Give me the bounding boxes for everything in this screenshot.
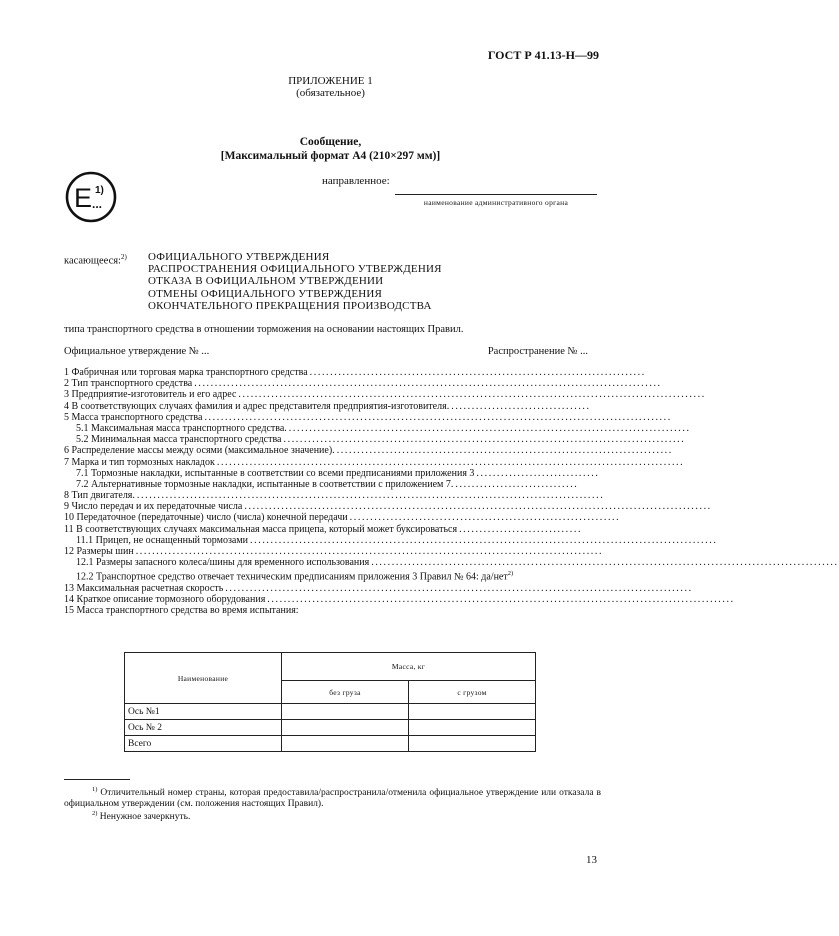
footnote-divider xyxy=(64,779,130,780)
option-refusal: ОТКАЗА В ОФИЦИАЛЬНОМ УТВЕРЖДЕНИИ xyxy=(148,275,384,288)
list-item: 7 Марка и тип тормозных накладок .................................................................................................................. xyxy=(64,456,685,468)
footnote-1: $^{1)}$ Отличительный номер страны, которая предоставила/распространила/отменила официальное утверждение или отказала в официальном утверждении (см. положения настоящих Правил). xyxy=(64,786,601,810)
list-item: 3 Предприятие-изготовитель и его адрес .................................................................................................................. xyxy=(64,389,706,401)
option-withdrawal: ОТМЕНЫ ОФИЦИАЛЬНОГО УТВЕРЖДЕНИЯ xyxy=(148,287,383,300)
row-label: Всего xyxy=(125,736,282,752)
type-line: типа транспортного средства в отношении торможения на основании настоящих Правил. xyxy=(64,324,464,335)
message-title: Сообщение, xyxy=(299,136,362,148)
page-number: 13 xyxy=(586,854,597,866)
appendix-title: ПРИЛОЖЕНИЕ 1 xyxy=(288,75,373,87)
list-item: 10 Передаточное (передаточные) число (числа) конечной передачи .................................................................. xyxy=(64,512,621,524)
list-item: 8 Тип двигателя. .................................................................................................................. xyxy=(64,490,605,502)
item-12-2-sup: 2) xyxy=(507,570,514,578)
list-item: 14 Краткое описание тормозного оборудования .................................................................................................................. xyxy=(64,594,735,606)
authority-caption: наименование административного органа xyxy=(423,198,569,207)
col-unladen-header: без груза xyxy=(282,681,409,704)
authority-line xyxy=(395,194,597,195)
table-row xyxy=(125,704,536,720)
table-row xyxy=(125,736,536,752)
standard-header: ГОСТ Р 41.13-Н—99 xyxy=(487,48,599,62)
list-item: 15 Масса транспортного средства во время испытания: xyxy=(64,605,299,617)
list-item: 11 В соответствующих случаях максимальная масса прицепа, который может буксироваться .............................. xyxy=(64,523,583,535)
list-item: 7.1 Тормозные накладки, испытанные в соответствии со всеми предписаниями приложения 3 .............................. xyxy=(76,467,600,479)
list-item: 5.1 Максимальная масса транспортного средства. .................................................................................................. xyxy=(76,422,691,434)
message-format: [Максимальный формат А4 (210×297 мм)] xyxy=(220,150,441,162)
option-approval: ОФИЦИАЛЬНОГО УТВЕРЖДЕНИЯ xyxy=(148,251,330,263)
list-item: 5 Масса транспортного средства .................................................................................................................. xyxy=(64,411,672,423)
e-mark-dots: ... xyxy=(92,197,103,211)
directed-label: направленное: xyxy=(322,175,390,187)
option-extension: РАСПРОСТРАНЕНИЯ ОФИЦИАЛЬНОГО УТВЕРЖДЕНИЯ xyxy=(148,263,442,276)
list-item: 13 Максимальная расчетная скорость .................................................................................................................. xyxy=(64,582,693,594)
list-item: 1 Фабричная или торговая марка транспортного средства .................................................................................. xyxy=(64,367,646,378)
concerning-options xyxy=(148,251,442,312)
list-item: 12.1 Размеры запасного колеса/шины для временного использования .................................................................................................................. xyxy=(76,557,839,569)
mass-table xyxy=(124,652,536,752)
e-mark-letter: E xyxy=(74,183,93,213)
list-item: 2 Тип транспортного средства .................................................................................................................. xyxy=(64,378,662,390)
list-item: 11.1 Прицеп, не оснащенный тормозами .................................................................................................................. xyxy=(76,534,718,546)
item-list xyxy=(64,367,839,617)
concerning-label: касающееся:$^{2)}$ xyxy=(64,253,127,267)
list-item: 12 Размеры шин .................................................................................................................. xyxy=(64,546,604,557)
appendix-note: (обязательное) xyxy=(296,87,365,99)
table-row xyxy=(125,720,536,736)
list-item: 7.2 Альтернативные тормозные накладки, испытанные в соответствии с приложением 7. .............................. xyxy=(76,478,579,490)
list-item: 9 Число передач и их передаточные числа .................................................................................................................. xyxy=(64,501,712,513)
list-item: 12.2 Транспортное средство отвечает техническим предписаниям приложения 3 Правил № 64: да/нет$^{2)}$ xyxy=(76,570,514,583)
e-mark-icon xyxy=(65,171,117,223)
col-laden-header: с грузом xyxy=(409,681,536,704)
row-label: Ось № 2 xyxy=(125,720,282,736)
appendix-heading xyxy=(0,75,661,99)
option-discontinued: ОКОНЧАТЕЛЬНОГО ПРЕКРАЩЕНИЯ ПРОИЗВОДСТВА xyxy=(148,299,432,312)
message-heading xyxy=(0,135,661,163)
list-item: 5.2 Минимальная масса транспортного средства .................................................................................................. xyxy=(76,434,686,446)
approval-number: Официальное утверждение № ... xyxy=(64,346,210,357)
e-mark-sup: 1) xyxy=(95,185,104,196)
footnote-2: $^{2)}$ Ненужное зачеркнуть. xyxy=(92,810,191,823)
list-item: 4 В соответствующих случаях фамилия и адрес представителя предприятия-изготовителя. .................................. xyxy=(64,400,591,412)
concerning-sup: 2) xyxy=(120,253,127,261)
row-label: Ось №1 xyxy=(125,704,282,720)
col-name-header: Наименование xyxy=(125,653,282,704)
col-mass-header: Масса, кг xyxy=(282,653,536,681)
extension-number: Распространение № ... xyxy=(487,346,588,357)
list-item: 6 Распределение массы между осями (максимальное значение). .................................................................................. xyxy=(64,445,673,457)
